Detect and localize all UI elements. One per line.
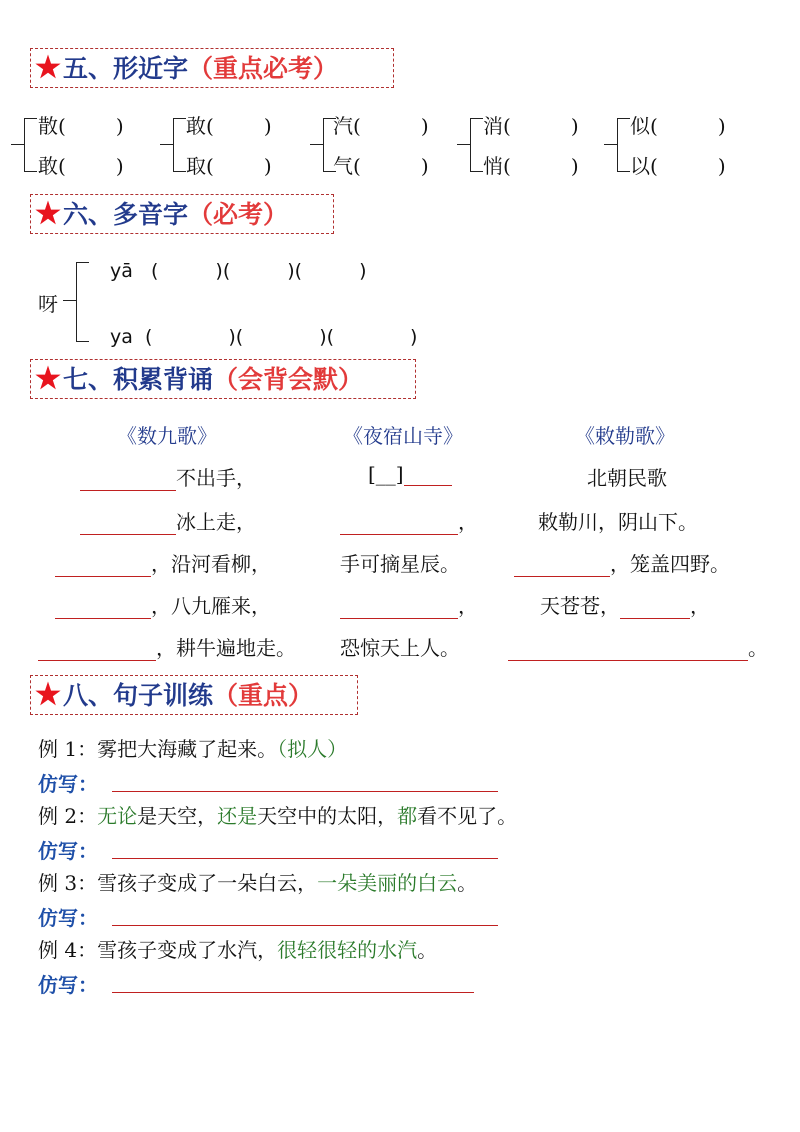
example-sentence: 例 3：雪孩子变成了一朵白云，一朵美丽的白云。 <box>38 871 478 895</box>
answer-line[interactable] <box>112 925 498 926</box>
pinyin-row: yā ( )( )( ) <box>110 260 367 282</box>
section-6-header <box>30 194 334 234</box>
brace-icon <box>470 118 471 172</box>
poem-line: ， <box>340 506 478 535</box>
char-item: 悄( ) <box>483 154 579 178</box>
poem-line: ，笼盖四野。 <box>514 548 730 577</box>
poem-line: ，八九雁来， <box>55 590 271 619</box>
brace-icon <box>323 118 324 172</box>
section-hint: （会背会默） <box>213 365 364 394</box>
answer-line[interactable] <box>112 992 474 993</box>
section-title: 七、积累背诵 <box>63 365 214 394</box>
similar-chars-block <box>0 108 800 178</box>
answer-line[interactable] <box>112 858 498 859</box>
poem-line: 不出手， <box>80 462 256 491</box>
brace-icon <box>76 262 77 342</box>
poem-line: [__] <box>368 462 452 486</box>
section-8-header <box>30 675 358 715</box>
section-hint: （必考） <box>188 200 289 229</box>
star-icon: ★ <box>35 50 61 84</box>
poem-line: ，耕牛遍地走。 <box>38 632 296 661</box>
section-title: 五、形近字 <box>63 54 189 83</box>
section-title: 八、句子训练 <box>63 681 214 710</box>
poem-title: 《敕勒歌》 <box>575 424 675 448</box>
poem-line: 恐惊天上人。 <box>340 636 460 660</box>
polyphone-char: 呀 <box>38 292 58 316</box>
star-icon: ★ <box>35 361 61 395</box>
brace-icon <box>173 118 174 172</box>
poem-line: 天苍苍， ， <box>540 594 710 618</box>
poem-line: 北朝民歌 <box>587 466 667 490</box>
poem-line: 敕勒川，阴山下。 <box>538 510 698 534</box>
poem-line: ，沿河看柳， <box>55 548 271 577</box>
char-item: 敢( ) <box>186 114 272 138</box>
star-icon: ★ <box>35 196 61 230</box>
poem-line: 冰上走， <box>80 506 256 535</box>
brace-icon <box>617 118 618 172</box>
brace-icon <box>24 118 25 172</box>
char-item: 散( ) <box>38 114 124 138</box>
poem-title: 《夜宿山寺》 <box>343 424 463 448</box>
imitate-label: 仿写： <box>38 973 98 997</box>
char-item: 气( ) <box>333 154 429 178</box>
imitate-label: 仿写： <box>38 906 98 930</box>
answer-line[interactable] <box>112 791 498 792</box>
char-item: 敢( ) <box>38 154 124 178</box>
pinyin-row: ya ( )( )( ) <box>110 326 418 348</box>
char-item: 以( ) <box>630 154 726 178</box>
section-hint: （重点） <box>213 681 314 710</box>
section-5-header <box>30 48 394 88</box>
example-sentence: 例 4：雪孩子变成了水汽，很轻很轻的水汽。 <box>38 938 438 962</box>
section-title: 六、多音字 <box>63 200 189 229</box>
char-item: 取( ) <box>186 154 272 178</box>
char-item: 似( ) <box>630 114 726 138</box>
section-7-header <box>30 359 416 399</box>
section-hint: （重点必考） <box>188 54 339 83</box>
star-icon: ★ <box>35 677 61 711</box>
imitate-label: 仿写： <box>38 772 98 796</box>
poem-line: 手可摘星辰。 <box>340 552 460 576</box>
example-sentence: 例 1：雾把大海藏了起来。（拟人） <box>38 737 348 761</box>
poem-line: 。 <box>508 632 768 661</box>
poem-line: ， <box>340 590 478 619</box>
poem-title: 《数九歌》 <box>117 424 217 448</box>
char-item: 消( ) <box>483 114 579 138</box>
char-item: 汽( ) <box>333 114 429 138</box>
example-sentence: 例 2：无论是天空，还是天空中的太阳，都看不见了。 <box>38 804 518 828</box>
imitate-label: 仿写： <box>38 839 98 863</box>
